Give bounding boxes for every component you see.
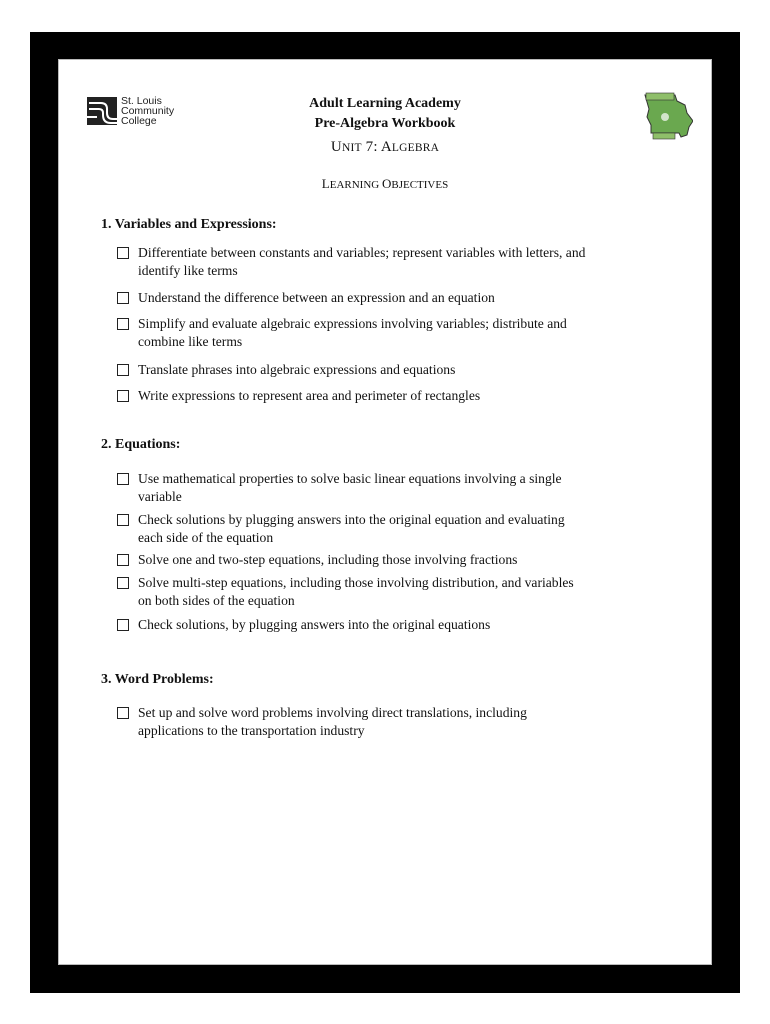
objective-item: Check solutions by plugging answers into the original equation and evaluating each side of the equation — [138, 511, 658, 547]
checkbox[interactable] — [117, 318, 129, 330]
checkbox[interactable] — [117, 247, 129, 259]
objective-item: Write expressions to represent area and perimeter of rectangles — [138, 387, 658, 405]
checkbox[interactable] — [117, 390, 129, 402]
objectives-heading: LEARNING OBJECTIVES — [321, 176, 449, 191]
checkbox[interactable] — [117, 292, 129, 304]
workbook-title: Pre-Algebra Workbook — [314, 116, 456, 131]
logo-text-line: Community — [121, 105, 175, 117]
section-heading: 3. Word Problems: — [101, 672, 214, 687]
logo-text-line: College — [121, 115, 157, 127]
checkbox[interactable] — [117, 514, 129, 526]
unit-title: UNIT 7: ALGEBRA — [330, 139, 440, 155]
objective-item: Simplify and evaluate algebraic expressions involving variables; distribute and combine like terms — [138, 315, 658, 351]
objective-item: Solve multi-step equations, including those involving distribution, and variables on both sides of the equation — [138, 574, 658, 610]
objective-item: Differentiate between constants and variables; represent variables with letters, and identify like terms — [138, 244, 658, 280]
document-page — [58, 59, 712, 965]
checkbox[interactable] — [117, 554, 129, 566]
section-heading: 1. Variables and Expressions: — [101, 217, 277, 232]
objective-item: Solve one and two-step equations, including those involving fractions — [138, 551, 658, 569]
objective-item: Understand the difference between an expression and an equation — [138, 289, 658, 307]
objective-item: Set up and solve word problems involving direct translations, including applications to the transportation industry — [138, 704, 658, 740]
checkbox[interactable] — [117, 707, 129, 719]
checkbox[interactable] — [117, 473, 129, 485]
checkbox[interactable] — [117, 619, 129, 631]
logo-text-line: St. Louis — [121, 95, 162, 107]
objective-item: Use mathematical properties to solve basic linear equations involving a single variable — [138, 470, 658, 506]
section-heading: 2. Equations: — [101, 437, 181, 452]
checkbox[interactable] — [117, 577, 129, 589]
checkbox[interactable] — [117, 364, 129, 376]
objective-item: Check solutions, by plugging answers into the original equations — [138, 616, 658, 634]
objective-item: Translate phrases into algebraic expressions and equations — [138, 361, 658, 379]
academy-title: Adult Learning Academy — [309, 96, 461, 111]
